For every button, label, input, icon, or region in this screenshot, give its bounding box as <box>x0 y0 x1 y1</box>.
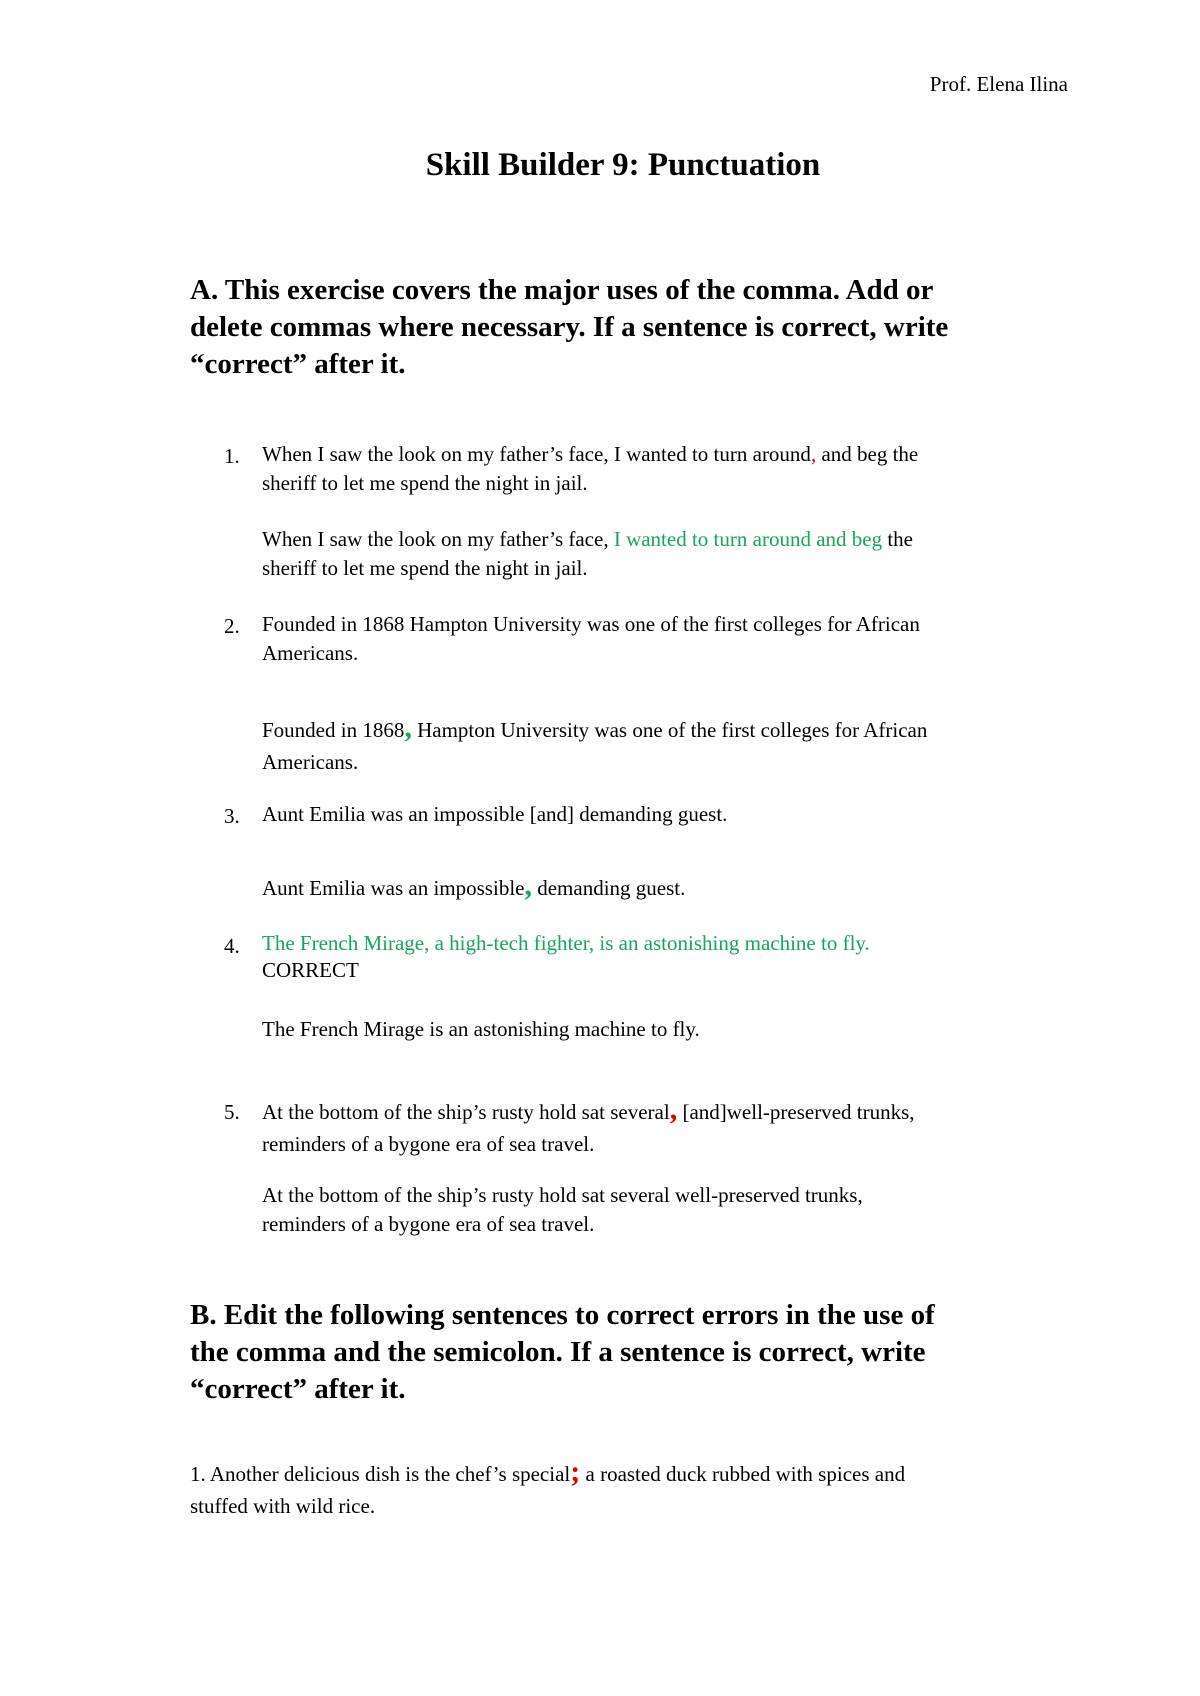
section-b-heading-line: B. Edit the following sentences to correct errors in the use of <box>190 1299 935 1331</box>
item-1-corrected <box>262 525 1062 583</box>
sentence-text: and beg the <box>816 442 919 466</box>
sentence-text: sheriff to let me spend the night in jail. <box>262 471 588 495</box>
item-3-original <box>262 800 1062 829</box>
item-2-corrected <box>262 711 1062 778</box>
item-number: 3. <box>224 804 240 828</box>
sentence-text: 1. Another delicious dish is the chef’s special <box>190 1462 571 1486</box>
item-1-original <box>262 440 1062 498</box>
red-comma-mark: , <box>669 1093 678 1126</box>
sentence-text: The French Mirage is an astonishing machine to fly. <box>262 1017 700 1041</box>
item-4-original <box>262 930 1062 984</box>
item-2-original <box>262 610 1062 668</box>
sentence-text: stuffed with wild rice. <box>190 1494 376 1518</box>
page-title: Skill Builder 9: Punctuation <box>425 147 821 183</box>
sentence-text: Aunt Emilia was an impossible [and] demanding guest. <box>262 802 728 826</box>
sentence-text: At the bottom of the ship’s rusty hold sat several well-preserved trunks, <box>262 1183 863 1207</box>
sentence-text: Hampton University was one of the first colleges for African <box>411 718 928 742</box>
sentence-text: Founded in 1868 <box>262 718 405 742</box>
red-semicolon-mark: ; <box>570 1455 581 1488</box>
sentence-text: a roasted duck rubbed with spices and <box>580 1462 906 1486</box>
item-5-original <box>262 1093 1062 1160</box>
item-number: 1. <box>224 444 240 468</box>
red-comma-mark: , <box>810 442 817 466</box>
section-b-item-1 <box>190 1455 1070 1522</box>
item-3-corrected <box>262 869 1062 903</box>
item-number: 4. <box>224 934 240 958</box>
sentence-text: Aunt Emilia was an impossible <box>262 876 525 900</box>
section-a-heading-line: “correct” after it. <box>190 348 406 380</box>
green-highlighted-text: The French Mirage, a high-tech fighter, is an astonishing machine to fly. <box>262 931 870 955</box>
sentence-text: reminders of a bygone era of sea travel. <box>262 1132 595 1156</box>
green-highlighted-text: I wanted to turn around and beg <box>613 527 883 551</box>
item-5-corrected <box>262 1181 1062 1239</box>
green-comma-mark: , <box>404 711 412 744</box>
verdict-text: CORRECT <box>262 958 359 982</box>
section-b-heading-line: the comma and the semicolon. If a sentence is correct, write <box>190 1336 926 1368</box>
section-b-heading-line: “correct” after it. <box>190 1373 406 1405</box>
item-number: 5. <box>224 1100 240 1124</box>
author-name: Prof. Elena Ilina <box>929 72 1068 96</box>
item-4-example <box>262 1015 1062 1044</box>
sentence-text: reminders of a bygone era of sea travel. <box>262 1212 595 1236</box>
sentence-text: demanding guest. <box>531 876 686 900</box>
sentence-text: Americans. <box>262 750 359 774</box>
sentence-text: [and]well-preserved trunks, <box>677 1100 915 1124</box>
section-a-heading-line: delete commas where necessary. If a sentence is correct, write <box>190 311 949 343</box>
sentence-text: Founded in 1868 Hampton University was one of the first colleges for African <box>262 612 920 636</box>
section-a-heading-line: A. This exercise covers the major uses of the comma. Add or <box>190 274 934 306</box>
section-b-heading <box>190 1297 1090 1408</box>
sentence-text: When I saw the look on my father’s face, I wanted to turn around <box>262 442 811 466</box>
sentence-text: the <box>882 527 913 551</box>
item-number: 2. <box>224 614 240 638</box>
sentence-text: When I saw the look on my father’s face, <box>262 527 614 551</box>
section-a-heading <box>190 272 1090 383</box>
sentence-text: sheriff to let me spend the night in jail. <box>262 556 588 580</box>
green-comma-mark: , <box>524 869 532 902</box>
sentence-text: At the bottom of the ship’s rusty hold sat several <box>262 1100 670 1124</box>
sentence-text: Americans. <box>262 641 359 665</box>
